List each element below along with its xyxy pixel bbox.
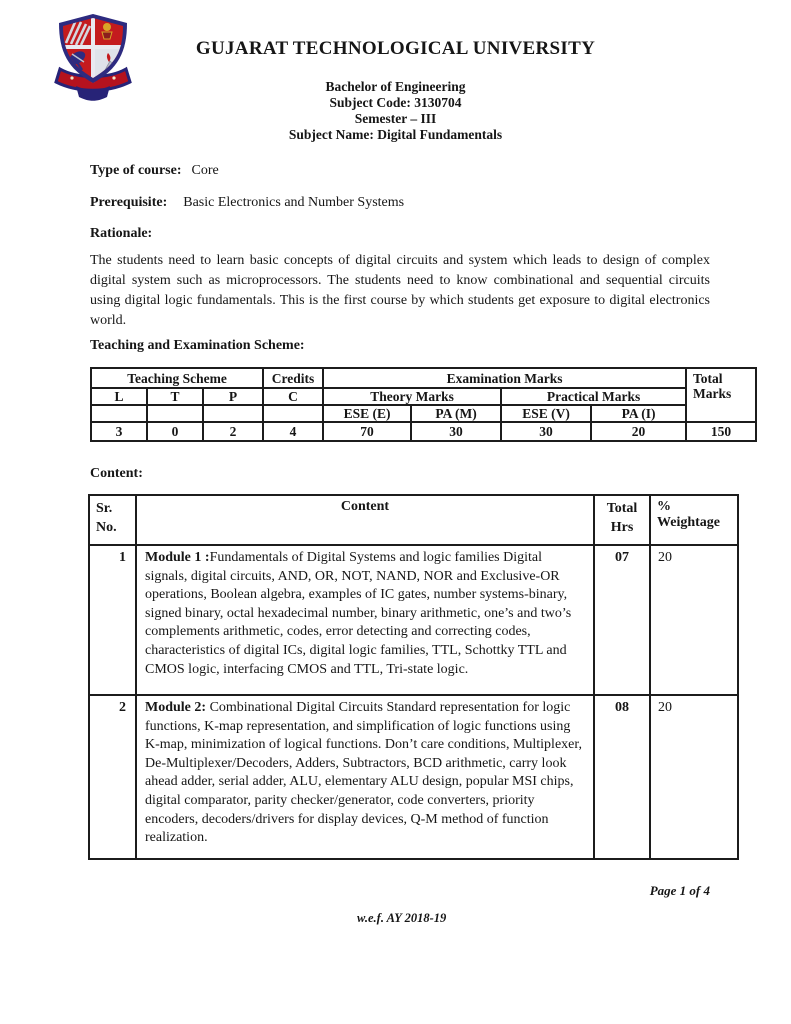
content-header-sr-no: Sr. No.: [89, 495, 136, 545]
exam-header-teaching-scheme: Teaching Scheme: [91, 368, 263, 388]
exam-header-t: T: [147, 388, 203, 405]
exam-value-ese-e: 70: [323, 422, 411, 441]
gtu-crest-icon: [54, 12, 132, 106]
prerequisite-row: [90, 195, 710, 211]
module-2-label: Module 2:: [145, 700, 207, 715]
exam-header-ese-v: ESE (V): [501, 405, 591, 422]
module-1-hrs: 07: [594, 545, 650, 695]
exam-header-examination-marks: Examination Marks: [323, 368, 686, 388]
exam-value-l: 3: [91, 422, 147, 441]
exam-empty-cell: [263, 405, 323, 422]
subject-code-line: Subject Code: 3130704: [329, 95, 462, 110]
exam-value-c: 4: [263, 422, 323, 441]
semester-line: Semester – III: [354, 111, 437, 126]
exam-header-practical-marks: Practical Marks: [501, 388, 686, 405]
exam-value-t: 0: [147, 422, 203, 441]
module-1-weightage: 20: [650, 545, 738, 695]
prerequisite-label: Prerequisite:: [90, 195, 168, 210]
module-2-hrs: 08: [594, 695, 650, 859]
exam-value-pa-m: 30: [411, 422, 501, 441]
effective-date: w.e.f. AY 2018-19: [357, 911, 447, 925]
page-number: Page 1 of 4: [649, 883, 710, 898]
exam-value-total: 150: [686, 422, 756, 441]
module-2-cell: [136, 695, 594, 859]
module-1-text: Fundamentals of Digital Systems and logic families Digital signals, digital circuits, AND, OR, NOT, NAND, NOR and Exclusive-OR operations, Boolean algebra, examples of IC gates, number systems-binary, signed binary, octal hexadecimal number, binary arithmetic, one’s and two’s complements arithmetic, codes, error detecting and correcting codes, characteristics of digital ICs, digital logic families, TTL, Schottky TTL and CMOS logic, interfacing CMOS and TTL, Tri-state logic.: [145, 550, 572, 677]
exam-header-ese-e: ESE (E): [323, 405, 411, 422]
subject-name-line: Subject Name: Digital Fundamentals: [288, 127, 503, 142]
module-1-sr: 1: [89, 545, 136, 695]
module-1-cell: [136, 545, 594, 695]
content-header-total-hrs: Total Hrs: [594, 495, 650, 545]
module-1-label: Module 1 :: [145, 550, 210, 565]
table-row: [89, 695, 738, 859]
content-header-row: [89, 495, 738, 545]
type-of-course-row: [90, 163, 710, 179]
teaching-scheme-heading: Teaching and Examination Scheme:: [90, 338, 305, 353]
exam-header-c: C: [263, 388, 323, 405]
exam-empty-cell: [203, 405, 263, 422]
module-2-sr: 2: [89, 695, 136, 859]
type-of-course-value: Core: [191, 163, 219, 178]
exam-value-pa-i: 20: [591, 422, 686, 441]
rationale-label: Rationale:: [90, 226, 153, 241]
exam-header-theory-marks: Theory Marks: [323, 388, 501, 405]
exam-header-pa-m: PA (M): [411, 405, 501, 422]
exam-header-l: L: [91, 388, 147, 405]
type-of-course-label: Type of course:: [90, 163, 182, 178]
content-table: [88, 494, 739, 860]
exam-value-p: 2: [203, 422, 263, 441]
content-heading: Content:: [90, 466, 143, 481]
module-2-text: Combinational Digital Circuits Standard representation for logic functions, K-map representation, and simplification of logic functions using K-map, minimization of logical functions. Don’t care conditions, Multiplexer, De-Multiplexer/Decoders, Adders, Subtractors, BCD arithmetic, carry look ahead adder, serial adder, ALU, elementary ALU design, popular MSI chips, digital comparator, parity checker/generator, code converters, priority encoders, decoders/drivers for display devices, Q-M method of function realization.: [145, 700, 582, 846]
module-2-weightage: 20: [650, 695, 738, 859]
content-header-weightage: % Weightage: [650, 495, 738, 545]
rationale-text: The students need to learn basic concepts of digital circuits and system which leads to design of complex digital system such as microprocessors. The students need to know combinational and sequential circuits using digital logic fundamentals. This is the first course by which students get exposure to digital electronics world.: [90, 253, 710, 328]
page-title: GUJARAT TECHNOLOGICAL UNIVERSITY: [195, 38, 596, 59]
exam-header-pa-i: PA (I): [591, 405, 686, 422]
table-row: [89, 545, 738, 695]
exam-header-p: P: [203, 388, 263, 405]
prerequisite-value: Basic Electronics and Number Systems: [183, 195, 405, 210]
exam-scheme-table: [90, 367, 757, 442]
exam-header-credits: Credits: [263, 368, 323, 388]
exam-header-total-marks: Total Marks: [686, 368, 756, 422]
content-header-content: Content: [136, 495, 594, 545]
exam-empty-cell: [91, 405, 147, 422]
exam-value-ese-v: 30: [501, 422, 591, 441]
exam-empty-cell: [147, 405, 203, 422]
program-line: Bachelor of Engineering: [325, 79, 466, 94]
